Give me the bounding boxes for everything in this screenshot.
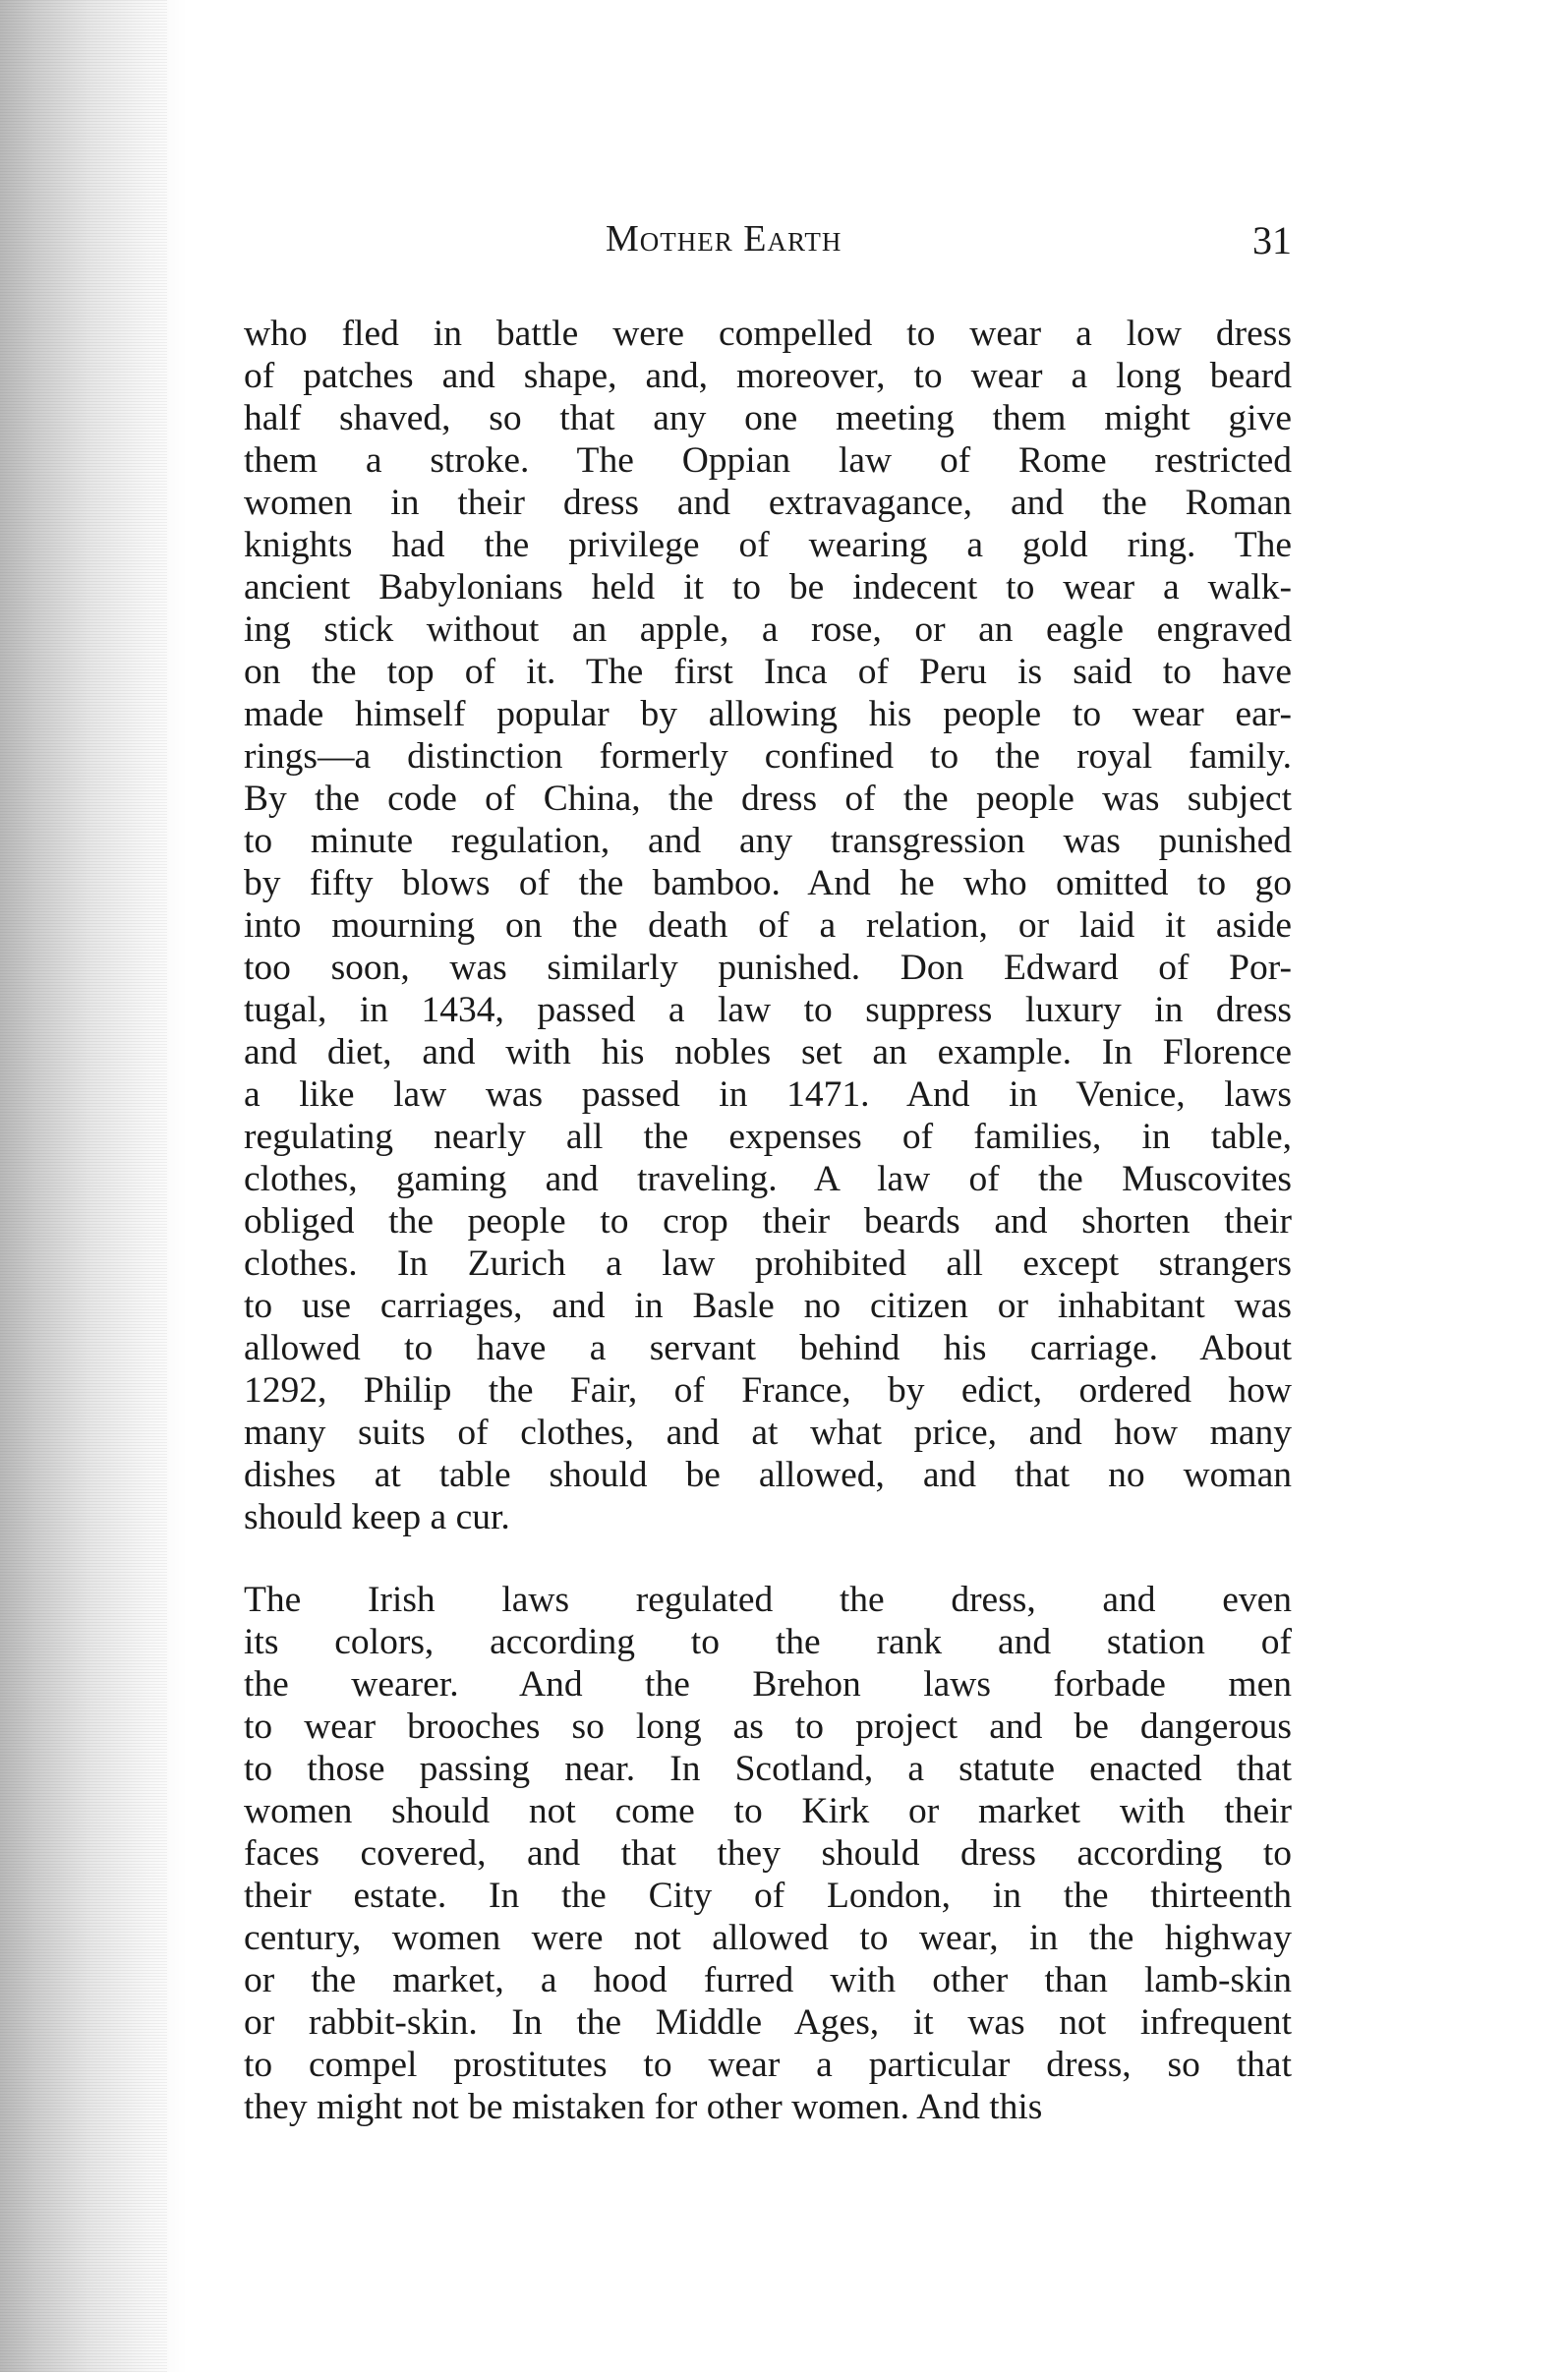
text-line: regulating nearly all the expenses of families, in table, xyxy=(244,1117,1292,1157)
text-line: obliged the people to crop their beards and shorten their xyxy=(244,1201,1292,1242)
text-line: century, women were not allowed to wear, in the highway xyxy=(244,1918,1292,1958)
text-line: clothes, gaming and traveling. A law of the Muscovites xyxy=(244,1159,1292,1199)
running-title: Mother Earth xyxy=(606,218,842,260)
text-line: or rabbit-skin. In the Middle Ages, it was not infrequent xyxy=(244,2002,1292,2043)
text-line: who fled in battle were compelled to wear a low dress xyxy=(244,314,1292,354)
text-line: on the top of it. The first Inca of Peru is said to have xyxy=(244,652,1292,692)
text-line: too soon, was similarly punished. Don Edward of Por- xyxy=(244,948,1292,988)
text-line: clothes. In Zurich a law prohibited all except strangers xyxy=(244,1244,1292,1284)
text-line: a like law was passed in 1471. And in Venice, laws xyxy=(244,1074,1292,1115)
text-line: to compel prostitutes to wear a particular dress, so that xyxy=(244,2045,1292,2085)
text-line: allowed to have a servant behind his carriage. About xyxy=(244,1328,1292,1368)
text-line: ancient Babylonians held it to be indecent to wear a walk- xyxy=(244,567,1292,607)
text-line: and diet, and with his nobles set an example. In Florence xyxy=(244,1032,1292,1072)
text-line: women should not come to Kirk or market with their xyxy=(244,1791,1292,1831)
text-line: many suits of clothes, and at what price, and how many xyxy=(244,1413,1292,1453)
text-line: By the code of China, the dress of the people was subject xyxy=(244,779,1292,819)
text-line: into mourning on the death of a relation, or laid it aside xyxy=(244,905,1292,946)
text-line: the wearer. And the Brehon laws forbade men xyxy=(244,1664,1292,1705)
paragraph xyxy=(244,313,1292,1538)
text-line: to use carriages, and in Basle no citizen or inhabitant was xyxy=(244,1286,1292,1326)
text-line: of patches and shape, and, moreover, to wear a long beard xyxy=(244,356,1292,396)
text-line: The Irish laws regulated the dress, and even xyxy=(244,1580,1292,1620)
paragraph xyxy=(244,1579,1292,2128)
text-line: them a stroke. The Oppian law of Rome restricted xyxy=(244,440,1292,481)
text-line: women in their dress and extravagance, and the Roman xyxy=(244,483,1292,523)
text-line: knights had the privilege of wearing a gold ring. The xyxy=(244,525,1292,565)
text-line: by fifty blows of the bamboo. And he who omitted to go xyxy=(244,863,1292,903)
text-line: or the market, a hood furred with other than lamb-skin xyxy=(244,1960,1292,2000)
text-line: ing stick without an apple, a rose, or an eagle engraved xyxy=(244,609,1292,650)
text-line: to wear brooches so long as to project and be dangerous xyxy=(244,1707,1292,1747)
text-line: half shaved, so that any one meeting them might give xyxy=(244,398,1292,438)
body-text xyxy=(244,313,1292,2128)
text-line: they might not be mistaken for other women. And this xyxy=(244,2087,1043,2127)
page-number: 31 xyxy=(1252,218,1292,262)
text-line: to minute regulation, and any transgression was punished xyxy=(244,821,1292,861)
text-line: rings—a distinction formerly confined to the royal family. xyxy=(244,736,1292,777)
text-line: to those passing near. In Scotland, a statute enacted that xyxy=(244,1749,1292,1789)
text-line: its colors, according to the rank and station of xyxy=(244,1622,1292,1662)
gutter-texture xyxy=(0,0,167,2372)
text-line: should keep a cur. xyxy=(244,1497,510,1537)
running-head xyxy=(244,217,1292,276)
text-line: 1292, Philip the Fair, of France, by edict, ordered how xyxy=(244,1370,1292,1411)
text-line: made himself popular by allowing his people to wear ear- xyxy=(244,694,1292,734)
text-line: their estate. In the City of London, in the thirteenth xyxy=(244,1876,1292,1916)
text-line: tugal, in 1434, passed a law to suppress luxury in dress xyxy=(244,990,1292,1030)
text-line: faces covered, and that they should dress according to xyxy=(244,1833,1292,1874)
text-line: dishes at table should be allowed, and that no woman xyxy=(244,1455,1292,1495)
paragraph-gap xyxy=(244,1538,1292,1579)
